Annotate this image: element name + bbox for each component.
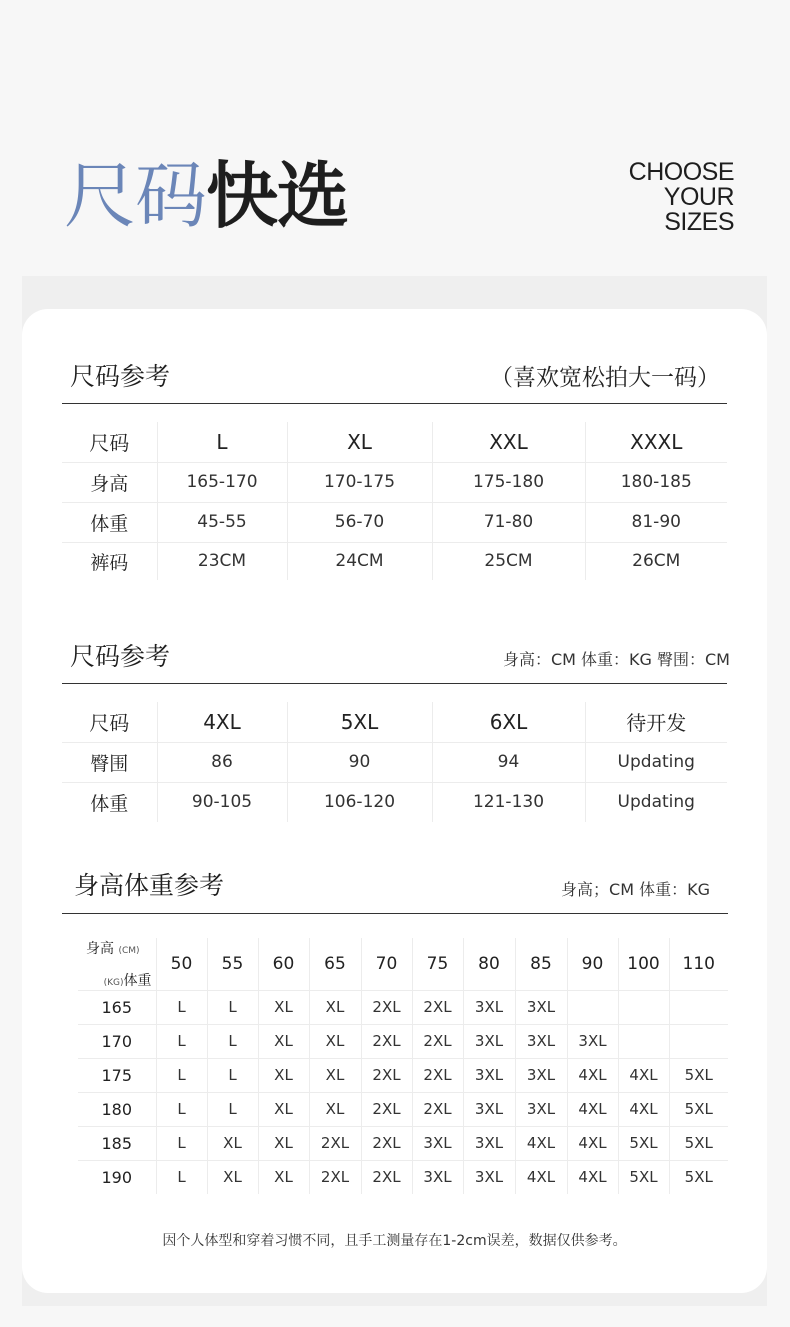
row-label: 尺码 xyxy=(62,422,157,462)
table-cell: Updating xyxy=(585,742,727,782)
size-cell: 2XL xyxy=(361,1092,412,1126)
section3-divider xyxy=(62,913,728,914)
size-cell xyxy=(618,1024,669,1058)
table-row xyxy=(78,1058,728,1092)
weight-header: 85 xyxy=(515,938,567,990)
corner-weight-label: 体重 xyxy=(123,972,152,989)
weight-header: 90 xyxy=(567,938,618,990)
table-cell: 180-185 xyxy=(585,462,727,502)
table-row xyxy=(62,502,727,542)
corner-height-label: 身高 xyxy=(86,940,114,957)
section2-note: 身高：CM 体重：KG 臀围：CM xyxy=(502,650,730,669)
size-cell xyxy=(669,1024,728,1058)
size-cell: 3XL xyxy=(463,990,515,1024)
page-title xyxy=(64,150,348,242)
size-cell: L xyxy=(207,990,258,1024)
size-cell: 5XL xyxy=(669,1058,728,1092)
page-title-dark: 快选 xyxy=(206,154,349,238)
table-cell: 165-170 xyxy=(157,462,287,502)
size-cell: XL xyxy=(258,1092,309,1126)
table-header-row xyxy=(78,938,728,990)
corner-cell xyxy=(78,938,156,990)
table-cell: 45-55 xyxy=(157,502,287,542)
weight-header: 50 xyxy=(156,938,207,990)
size-cell: 3XL xyxy=(463,1160,515,1194)
table-row xyxy=(78,990,728,1024)
row-label: 体重 xyxy=(62,502,157,542)
size-cell: 2XL xyxy=(361,1126,412,1160)
row-label: 尺码 xyxy=(62,702,157,742)
size-cell: 4XL xyxy=(618,1092,669,1126)
table-row xyxy=(78,1024,728,1058)
page-title-accent: 尺码 xyxy=(64,154,207,238)
weight-header: 65 xyxy=(309,938,361,990)
height-label: 190 xyxy=(101,1167,133,1187)
table-cell: 24CM xyxy=(287,542,432,580)
table-cell: 25CM xyxy=(432,542,585,580)
table-cell: Updating xyxy=(585,782,727,822)
subtitle-line: CHOOSE xyxy=(628,158,734,186)
weight-header: 100 xyxy=(618,938,669,990)
section3-note: 身高；CM 体重：KG xyxy=(561,880,710,899)
page-subtitle xyxy=(629,160,734,235)
section2-title: 尺码参考 xyxy=(70,642,171,671)
size-cell: 3XL xyxy=(412,1126,463,1160)
size-cell: 3XL xyxy=(515,990,567,1024)
table-cell: 71-80 xyxy=(432,502,585,542)
row-label: 身高 xyxy=(62,462,157,502)
size-cell: 4XL xyxy=(567,1160,618,1194)
corner-height xyxy=(86,938,140,958)
column-header: 6XL xyxy=(432,702,585,742)
table-cell: 90-105 xyxy=(157,782,287,822)
footnote: 因个人体型和穿着习惯不同，且手工测量存在1-2cm误差，数据仅供参考。 xyxy=(162,1233,627,1249)
table-cell: 86 xyxy=(157,742,287,782)
size-cell: XL xyxy=(309,1058,361,1092)
section3-title: 身高体重参考 xyxy=(74,871,225,900)
height-label: 180 xyxy=(78,1092,156,1126)
height-label: 175 xyxy=(78,1058,156,1092)
size-cell: 3XL xyxy=(515,1058,567,1092)
size-cell: XL xyxy=(258,1024,309,1058)
hero-header xyxy=(0,0,790,276)
size-cell: 4XL xyxy=(567,1092,618,1126)
height-label: 165 xyxy=(78,990,156,1024)
size-cell xyxy=(669,990,728,1024)
section1-title: 尺码参考 xyxy=(70,362,171,391)
table-row xyxy=(62,542,727,580)
section1-note: （喜欢宽松拍大一码） xyxy=(490,365,720,391)
row-label: 体重 xyxy=(90,792,129,815)
table-header-row xyxy=(62,702,727,742)
size-cell: L xyxy=(207,1058,258,1092)
table-row xyxy=(78,1092,728,1126)
table-cell: 56-70 xyxy=(287,502,432,542)
size-cell: 2XL xyxy=(412,1058,463,1092)
size-cell: 3XL xyxy=(463,1126,515,1160)
corner-weight xyxy=(104,970,152,990)
size-cell: 2XL xyxy=(361,1160,412,1194)
size-cell: 2XL xyxy=(309,1126,361,1160)
size-cell: XL xyxy=(309,1024,361,1058)
weight-header: 70 xyxy=(361,938,412,990)
column-header: XXL xyxy=(432,422,585,462)
size-cell: 3XL xyxy=(463,1092,515,1126)
size-cell: 2XL xyxy=(309,1160,361,1194)
size-cell: 2XL xyxy=(361,1058,412,1092)
size-cell: XL xyxy=(207,1126,258,1160)
weight-header: 75 xyxy=(412,938,463,990)
table-row xyxy=(62,742,727,782)
size-cell: 5XL xyxy=(669,1160,728,1194)
size-cell: L xyxy=(156,1024,207,1058)
size-cell: 4XL xyxy=(515,1160,567,1194)
table-row xyxy=(62,462,727,502)
size-cell: 4XL xyxy=(618,1058,669,1092)
size-cell: L xyxy=(207,1024,258,1058)
weight-header: 55 xyxy=(207,938,258,990)
size-cell: 5XL xyxy=(669,1092,728,1126)
table-cell: 175-180 xyxy=(432,462,585,502)
size-cell: 5XL xyxy=(618,1126,669,1160)
size-cell: XL xyxy=(258,1058,309,1092)
row-label: 臀围 xyxy=(62,742,157,782)
size-cell: 3XL xyxy=(515,1024,567,1058)
size-cell: XL xyxy=(309,1092,361,1126)
size-cell xyxy=(567,990,618,1024)
size-cell: 2XL xyxy=(412,1092,463,1126)
height-weight-table xyxy=(78,938,728,1194)
weight-header: 60 xyxy=(258,938,309,990)
section1-divider xyxy=(62,403,727,404)
table-cell: 26CM xyxy=(585,542,727,580)
column-header: L xyxy=(157,422,287,462)
size-cell: 2XL xyxy=(361,990,412,1024)
size-cell: XL xyxy=(207,1160,258,1194)
size-cell: 3XL xyxy=(567,1024,618,1058)
table-cell: 81-90 xyxy=(585,502,727,542)
table-cell: 170-175 xyxy=(287,462,432,502)
table-row xyxy=(78,1126,728,1160)
subtitle-line: SIZES xyxy=(664,208,734,236)
size-cell: 5XL xyxy=(669,1126,728,1160)
size-cell: XL xyxy=(258,1126,309,1160)
row-label: 裤码 xyxy=(90,551,129,574)
size-cell: XL xyxy=(258,990,309,1024)
column-header: 5XL xyxy=(287,702,432,742)
size-cell: L xyxy=(156,1058,207,1092)
corner-height-unit: (CM) xyxy=(118,945,140,956)
height-label: 185 xyxy=(78,1126,156,1160)
column-header: XXXL xyxy=(585,422,727,462)
table-row xyxy=(62,782,727,822)
weight-header: 80 xyxy=(463,938,515,990)
table-cell: 106-120 xyxy=(287,782,432,822)
size-cell: XL xyxy=(309,990,361,1024)
table-cell: 23CM xyxy=(157,542,287,580)
subtitle-line: YOUR xyxy=(663,183,734,211)
column-header: XL xyxy=(287,422,432,462)
size-table-large xyxy=(62,702,727,822)
table-cell: 90 xyxy=(287,742,432,782)
column-header: 4XL xyxy=(157,702,287,742)
weight-header: 110 xyxy=(669,938,728,990)
size-cell: 3XL xyxy=(463,1024,515,1058)
size-cell xyxy=(618,990,669,1024)
size-cell: 2XL xyxy=(412,1024,463,1058)
size-cell: 3XL xyxy=(463,1058,515,1092)
table-header-row xyxy=(62,422,727,462)
size-cell: 4XL xyxy=(567,1058,618,1092)
size-cell: L xyxy=(156,1160,207,1194)
table-cell: 94 xyxy=(432,742,585,782)
size-table-basic xyxy=(62,422,727,580)
size-cell: XL xyxy=(258,1160,309,1194)
size-cell: 4XL xyxy=(567,1126,618,1160)
size-cell: 4XL xyxy=(515,1126,567,1160)
size-cell: 2XL xyxy=(361,1024,412,1058)
table-row xyxy=(78,1160,728,1194)
corner-weight-unit: (KG) xyxy=(103,977,124,988)
size-cell: 5XL xyxy=(618,1160,669,1194)
size-cell: L xyxy=(156,1126,207,1160)
size-cell: L xyxy=(207,1092,258,1126)
section2-divider xyxy=(62,683,727,684)
size-cell: 3XL xyxy=(515,1092,567,1126)
size-cell: L xyxy=(156,990,207,1024)
size-cell: 2XL xyxy=(412,990,463,1024)
column-header: 待开发 xyxy=(585,702,727,742)
size-cell: L xyxy=(156,1092,207,1126)
table-cell: 121-130 xyxy=(432,782,585,822)
size-cell: 3XL xyxy=(412,1160,463,1194)
height-label: 170 xyxy=(78,1024,156,1058)
